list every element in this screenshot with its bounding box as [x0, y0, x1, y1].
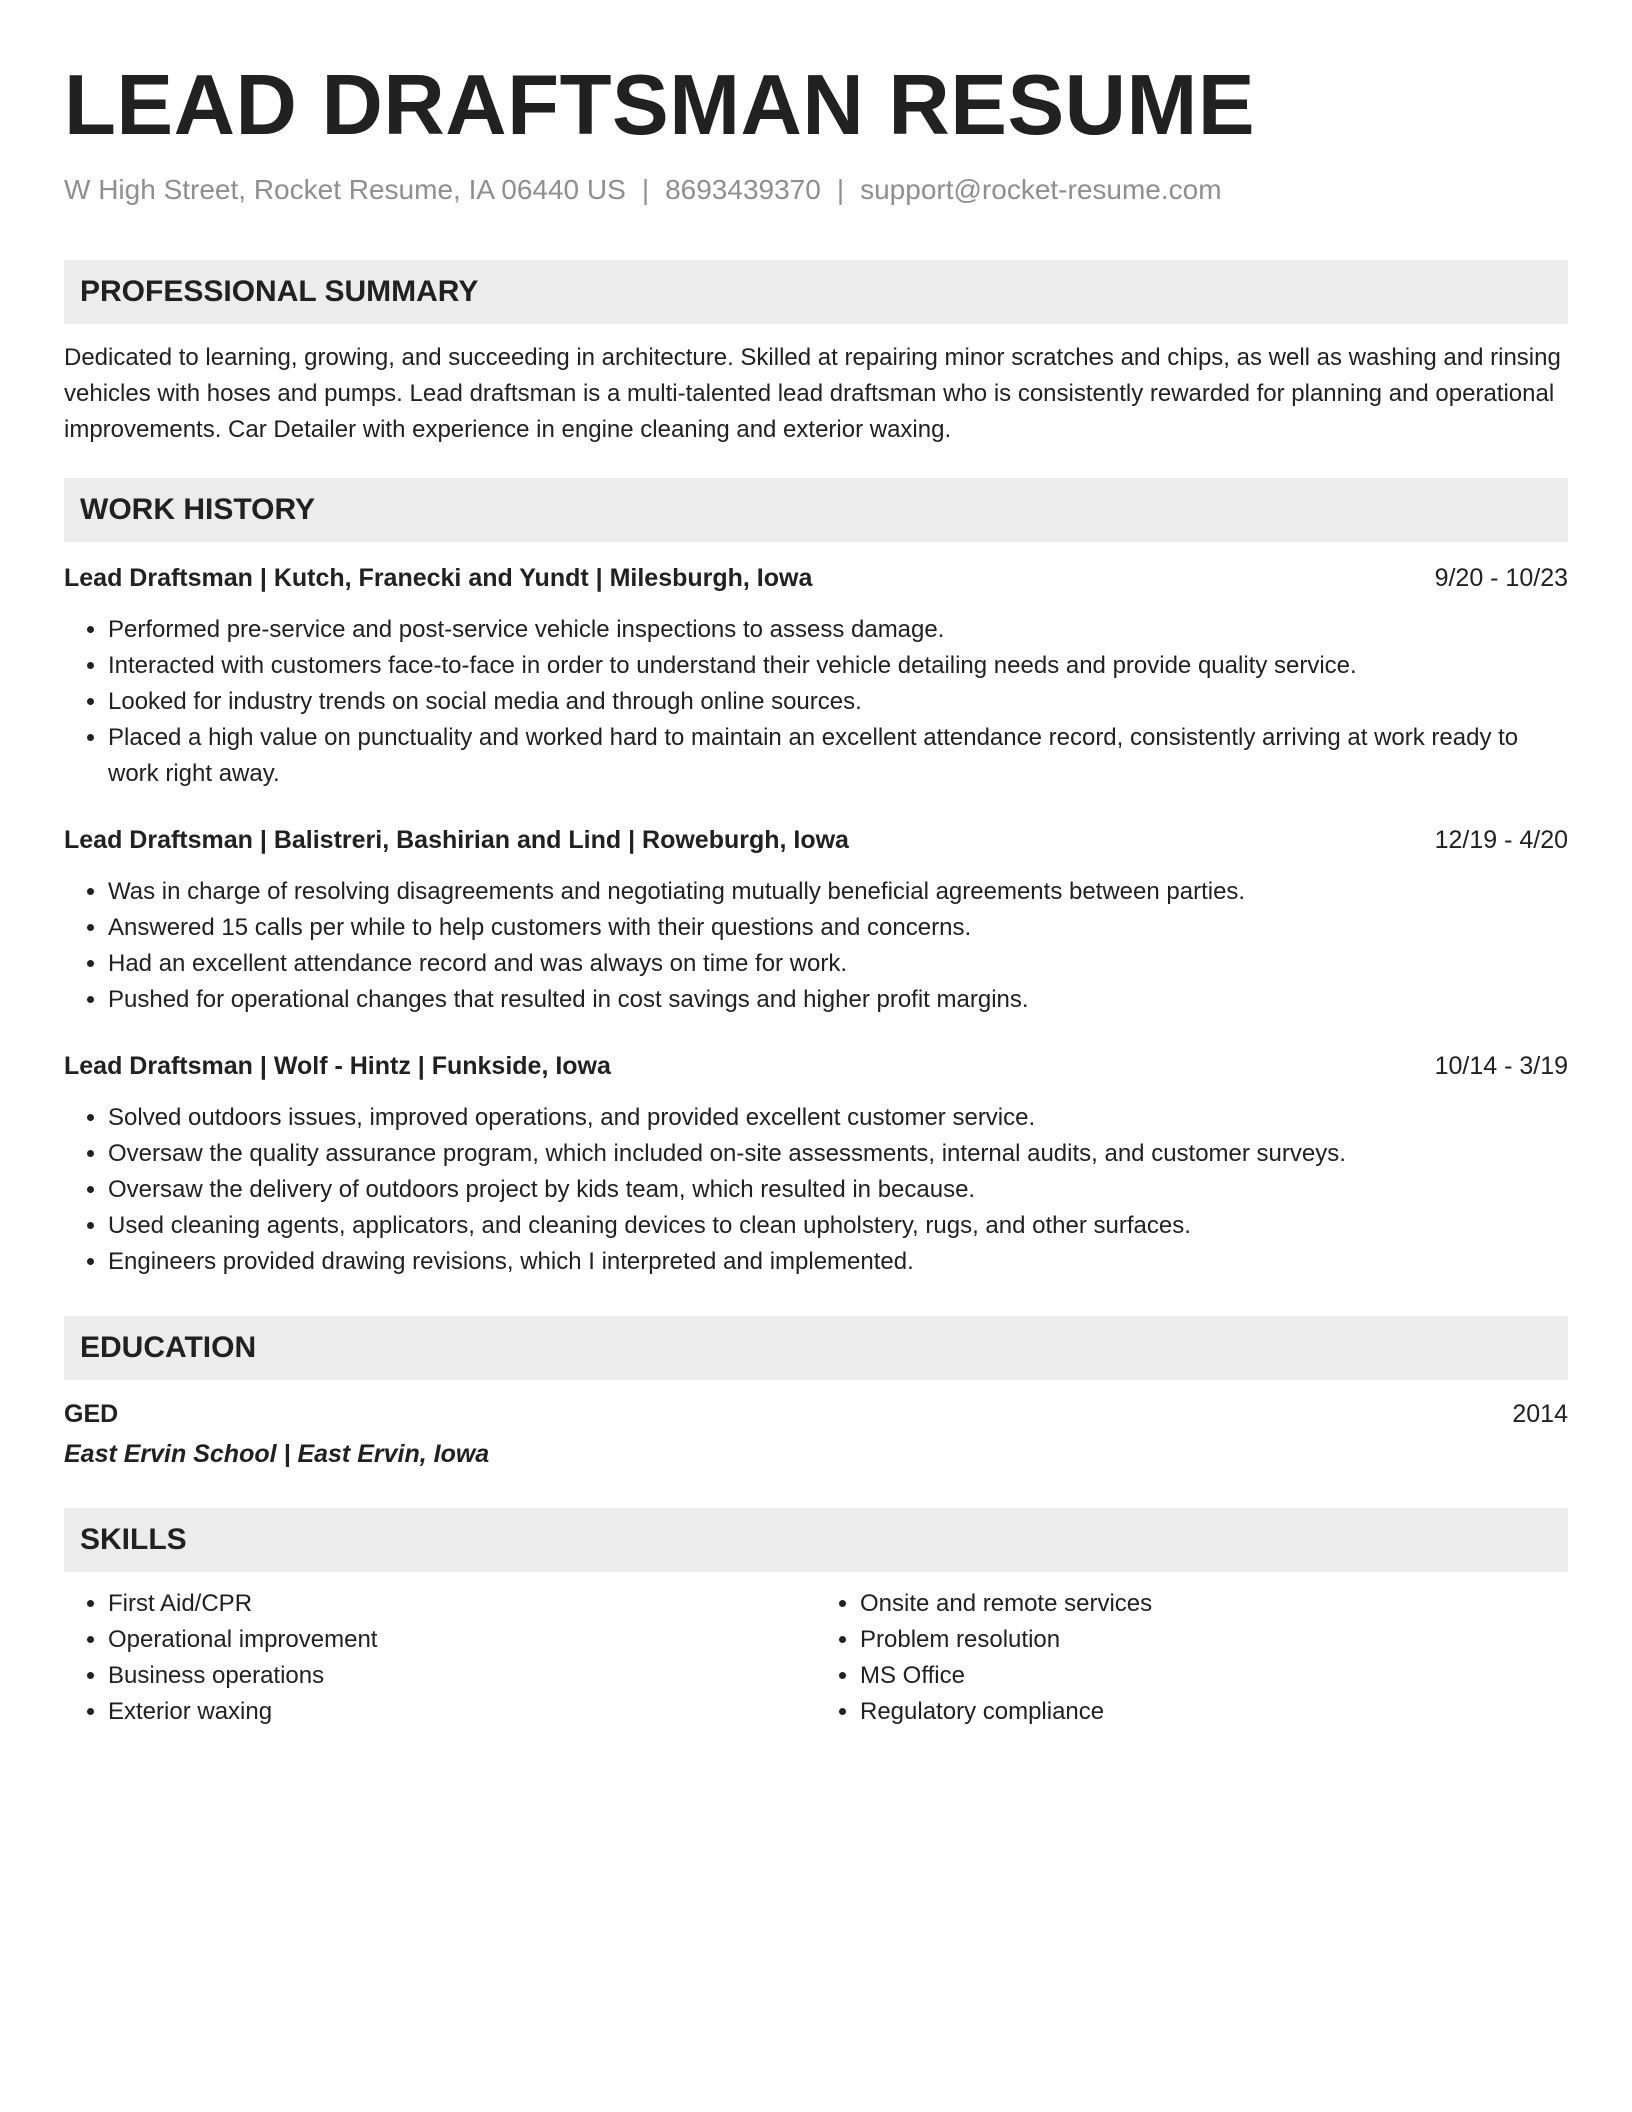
job-bullets	[64, 612, 1568, 792]
job-bullet: • Used cleaning agents, applicators, and cleaning devices to clean upholstery, rugs, and other surfaces.	[108, 1208, 1568, 1244]
contact-address: W High Street, Rocket Resume, IA 06440 US	[64, 174, 626, 205]
job-bullet: • Interacted with customers face-to-face in order to understand their vehicle detailing needs and provide quality service.	[108, 648, 1568, 684]
job-bullet: • Oversaw the quality assurance program, which included on-site assessments, internal audits, and customer surveys.	[108, 1136, 1568, 1172]
section-header-skills: SKILLS	[64, 1508, 1568, 1572]
skill-item: • MS Office	[860, 1658, 1568, 1694]
contact-separator: |	[836, 174, 845, 205]
skills-list	[64, 1586, 1568, 1730]
contact-phone: 8693439370	[665, 174, 821, 205]
contact-line	[64, 172, 1568, 208]
job-bullet: • Was in charge of resolving disagreements and negotiating mutually beneficial agreements between parties.	[108, 874, 1568, 910]
job-entry	[64, 822, 1568, 1018]
job-title: Lead Draftsman | Kutch, Franecki and Yundt | Milesburgh, Iowa	[64, 564, 813, 592]
education-degree: GED	[64, 1400, 119, 1428]
skill-item: • Exterior waxing	[108, 1694, 816, 1730]
job-bullet: • Pushed for operational changes that resulted in cost savings and higher profit margins.	[108, 982, 1568, 1018]
section-header-work-history: WORK HISTORY	[64, 478, 1568, 542]
job-title: Lead Draftsman | Wolf - Hintz | Funkside, Iowa	[64, 1052, 611, 1080]
skill-item: • Operational improvement	[108, 1622, 816, 1658]
skill-item: • Problem resolution	[860, 1622, 1568, 1658]
skill-item: • First Aid/CPR	[108, 1586, 816, 1622]
job-dates: 10/14 - 3/19	[1434, 1052, 1568, 1080]
section-header-summary: PROFESSIONAL SUMMARY	[64, 260, 1568, 324]
job-dates: 12/19 - 4/20	[1434, 826, 1568, 854]
job-bullet: • Engineers provided drawing revisions, which I interpreted and implemented.	[108, 1244, 1568, 1280]
education-school: East Ervin School | East Ervin, Iowa	[64, 1440, 490, 1468]
job-entry	[64, 560, 1568, 792]
job-heading	[64, 1048, 1568, 1084]
job-bullets	[64, 1100, 1568, 1280]
skill-item: • Regulatory compliance	[860, 1694, 1568, 1730]
section-header-education: EDUCATION	[64, 1316, 1568, 1380]
job-entry	[64, 1048, 1568, 1280]
job-heading	[64, 822, 1568, 858]
education-year: 2014	[1512, 1400, 1568, 1428]
education-heading	[64, 1396, 1568, 1432]
job-bullet: • Looked for industry trends on social media and through online sources.	[108, 684, 1568, 720]
resume-title: LEAD DRAFTSMAN RESUME	[64, 58, 1256, 153]
job-bullet: • Placed a high value on punctuality and worked hard to maintain an excellent attendance record, consistently arriving at work ready to work right away.	[108, 720, 1568, 792]
job-bullet: • Oversaw the delivery of outdoors project by kids team, which resulted in because.	[108, 1172, 1568, 1208]
job-dates: 9/20 - 10/23	[1434, 564, 1568, 592]
job-bullet: • Performed pre-service and post-service vehicle inspections to assess damage.	[108, 612, 1568, 648]
summary-text: Dedicated to learning, growing, and succeeding in architecture. Skilled at repairing minor scratches and chips, as well as washing and rinsing vehicles with hoses and pumps. Lead draftsman is a multi-talented lead draftsman who is consistently rewarded for planning and operational improvements. Car Detailer with experience in engine cleaning and exterior waxing.	[64, 344, 1561, 443]
skills-column-left	[64, 1586, 816, 1730]
skills-column-right	[816, 1586, 1568, 1730]
skill-item: • Onsite and remote services	[860, 1586, 1568, 1622]
job-bullet: • Had an excellent attendance record and was always on time for work.	[108, 946, 1568, 982]
job-bullets	[64, 874, 1568, 1018]
skill-item: • Business operations	[108, 1658, 816, 1694]
job-bullet: • Solved outdoors issues, improved operations, and provided excellent customer service.	[108, 1100, 1568, 1136]
job-heading	[64, 560, 1568, 596]
contact-separator: |	[641, 174, 650, 205]
contact-email: support@rocket-resume.com	[860, 174, 1222, 205]
job-bullet: • Answered 15 calls per while to help customers with their questions and concerns.	[108, 910, 1568, 946]
job-title: Lead Draftsman | Balistreri, Bashirian and Lind | Roweburgh, Iowa	[64, 826, 849, 854]
